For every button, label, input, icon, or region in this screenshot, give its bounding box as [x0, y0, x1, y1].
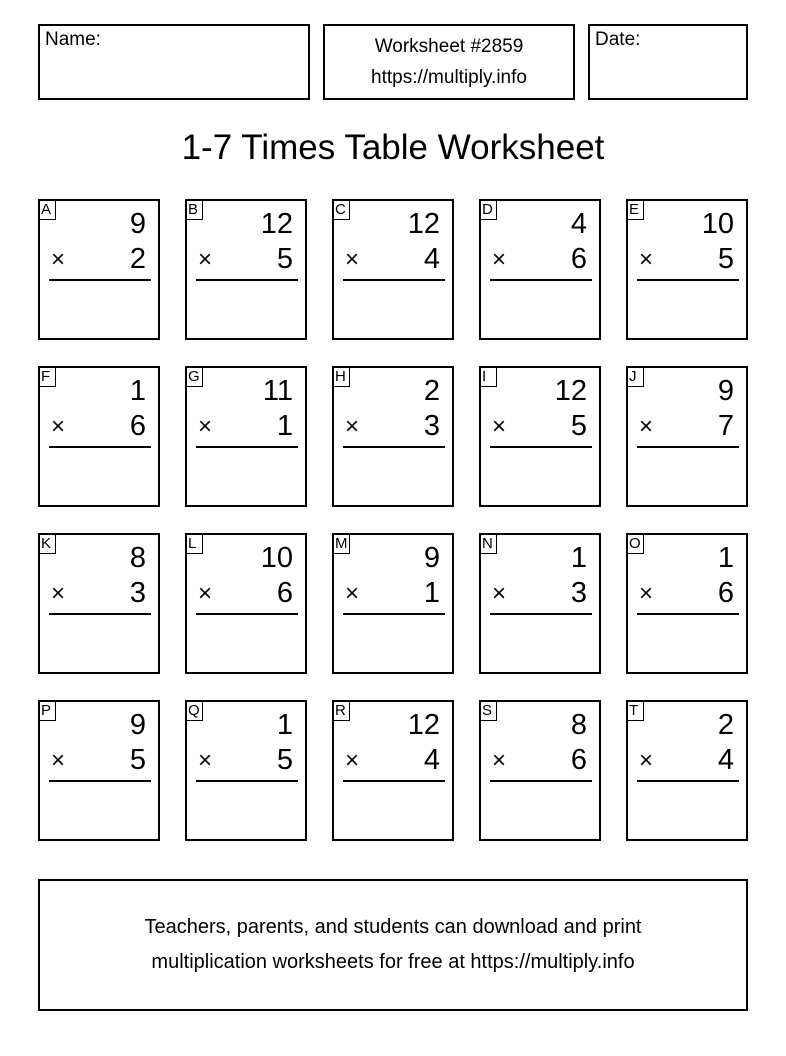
multiplicand: 1	[129, 375, 146, 407]
multiply-operator: ×	[198, 747, 213, 774]
problem-card[interactable]	[332, 533, 454, 674]
problem-label: Q	[185, 700, 203, 721]
problem-label: H	[332, 366, 350, 387]
multiplier: 4	[423, 744, 440, 776]
multiplier: 1	[423, 577, 440, 609]
problem-card[interactable]	[38, 700, 160, 841]
problem-label: E	[626, 199, 644, 220]
multiplier: 4	[423, 243, 440, 275]
problem-label: I	[479, 366, 497, 387]
multiplier: 6	[717, 577, 734, 609]
multiplier: 5	[276, 243, 293, 275]
multiplier: 4	[717, 744, 734, 776]
answer-line	[196, 446, 298, 448]
multiplicand: 12	[260, 208, 293, 240]
answer-line	[196, 780, 298, 782]
multiply-operator: ×	[492, 580, 507, 607]
multiplier: 5	[276, 744, 293, 776]
multiplier: 5	[717, 243, 734, 275]
problem-card[interactable]	[626, 366, 748, 507]
multiplier: 5	[129, 744, 146, 776]
problem-card[interactable]	[38, 533, 160, 674]
multiplicand: 8	[129, 542, 146, 574]
answer-line	[637, 446, 739, 448]
page-title: 1-7 Times Table Worksheet	[181, 128, 605, 167]
multiplier: 7	[717, 410, 734, 442]
problem-label: A	[38, 199, 56, 220]
answer-line	[637, 780, 739, 782]
problem-label: B	[185, 199, 203, 220]
date-label: Date:	[595, 29, 641, 50]
multiply-operator: ×	[198, 246, 213, 273]
problem-card[interactable]	[185, 366, 307, 507]
multiplier: 3	[423, 410, 440, 442]
multiply-operator: ×	[198, 580, 213, 607]
footer-box	[38, 879, 748, 1011]
multiplicand: 4	[570, 208, 587, 240]
multiply-operator: ×	[51, 413, 66, 440]
multiply-operator: ×	[639, 246, 654, 273]
multiplicand: 9	[423, 542, 440, 574]
multiplicand: 10	[701, 208, 734, 240]
problem-card[interactable]	[479, 700, 601, 841]
multiplicand: 2	[423, 375, 440, 407]
answer-line	[490, 780, 592, 782]
footer-line-1: Teachers, parents, and students can download and print	[144, 916, 642, 938]
problem-label: R	[332, 700, 350, 721]
problem-label: G	[185, 366, 203, 387]
answer-line	[196, 613, 298, 615]
problem-card[interactable]	[626, 533, 748, 674]
problem-label: O	[626, 533, 644, 554]
answer-line	[49, 780, 151, 782]
multiply-operator: ×	[492, 747, 507, 774]
answer-line	[343, 780, 445, 782]
multiplicand: 12	[407, 709, 440, 741]
multiplicand: 9	[129, 709, 146, 741]
problem-card[interactable]	[185, 199, 307, 340]
problem-card[interactable]	[626, 700, 748, 841]
answer-line	[196, 279, 298, 281]
multiply-operator: ×	[639, 747, 654, 774]
multiplicand: 12	[407, 208, 440, 240]
answer-line	[49, 613, 151, 615]
problem-card[interactable]	[332, 199, 454, 340]
multiply-operator: ×	[492, 246, 507, 273]
multiplicand: 11	[262, 375, 293, 407]
answer-line	[490, 613, 592, 615]
footer-line-2: multiplication worksheets for free at https://multiply.info	[151, 951, 635, 973]
multiply-operator: ×	[639, 580, 654, 607]
multiply-operator: ×	[345, 580, 360, 607]
multiplier: 6	[276, 577, 293, 609]
multiplicand: 1	[717, 542, 734, 574]
multiplier: 2	[129, 243, 146, 275]
answer-line	[49, 279, 151, 281]
multiply-operator: ×	[345, 413, 360, 440]
problem-label: F	[38, 366, 56, 387]
multiply-operator: ×	[639, 413, 654, 440]
problem-card[interactable]	[332, 366, 454, 507]
multiplicand: 9	[717, 375, 734, 407]
worksheet-url: https://multiply.info	[371, 67, 527, 88]
multiply-operator: ×	[51, 747, 66, 774]
problem-label: S	[479, 700, 497, 721]
answer-line	[343, 446, 445, 448]
problem-card[interactable]	[185, 700, 307, 841]
problem-label: J	[626, 366, 644, 387]
answer-line	[637, 613, 739, 615]
multiplicand: 8	[570, 709, 587, 741]
multiply-operator: ×	[198, 413, 213, 440]
problem-label: K	[38, 533, 56, 554]
multiply-operator: ×	[51, 580, 66, 607]
multiply-operator: ×	[51, 246, 66, 273]
multiplicand: 1	[570, 542, 587, 574]
multiplicand: 12	[554, 375, 587, 407]
multiplier: 1	[276, 410, 293, 442]
multiplier: 6	[570, 243, 587, 275]
problem-card[interactable]	[479, 533, 601, 674]
problem-card[interactable]	[479, 366, 601, 507]
answer-line	[490, 279, 592, 281]
multiply-operator: ×	[492, 413, 507, 440]
multiplier: 3	[570, 577, 587, 609]
multiply-operator: ×	[345, 246, 360, 273]
problem-card[interactable]	[185, 533, 307, 674]
multiplier: 5	[570, 410, 587, 442]
name-label: Name:	[45, 29, 101, 50]
multiplicand: 10	[260, 542, 293, 574]
problem-card[interactable]	[38, 199, 160, 340]
problem-card[interactable]	[626, 199, 748, 340]
problem-label: D	[479, 199, 497, 220]
problem-label: M	[332, 533, 350, 554]
multiplier: 6	[129, 410, 146, 442]
multiplier: 6	[570, 744, 587, 776]
answer-line	[49, 446, 151, 448]
problem-label: C	[332, 199, 350, 220]
problem-label: T	[626, 700, 644, 721]
multiplicand: 2	[717, 709, 734, 741]
problem-label: L	[185, 533, 203, 554]
multiplicand: 1	[276, 709, 293, 741]
problem-label: P	[38, 700, 56, 721]
worksheet-number: Worksheet #2859	[374, 36, 524, 57]
answer-line	[490, 446, 592, 448]
multiplier: 3	[129, 577, 146, 609]
answer-line	[343, 613, 445, 615]
problem-card[interactable]	[38, 366, 160, 507]
problem-card[interactable]	[332, 700, 454, 841]
problem-card[interactable]	[479, 199, 601, 340]
problem-label: N	[479, 533, 497, 554]
answer-line	[343, 279, 445, 281]
answer-line	[637, 279, 739, 281]
multiply-operator: ×	[345, 747, 360, 774]
multiplicand: 9	[129, 208, 146, 240]
